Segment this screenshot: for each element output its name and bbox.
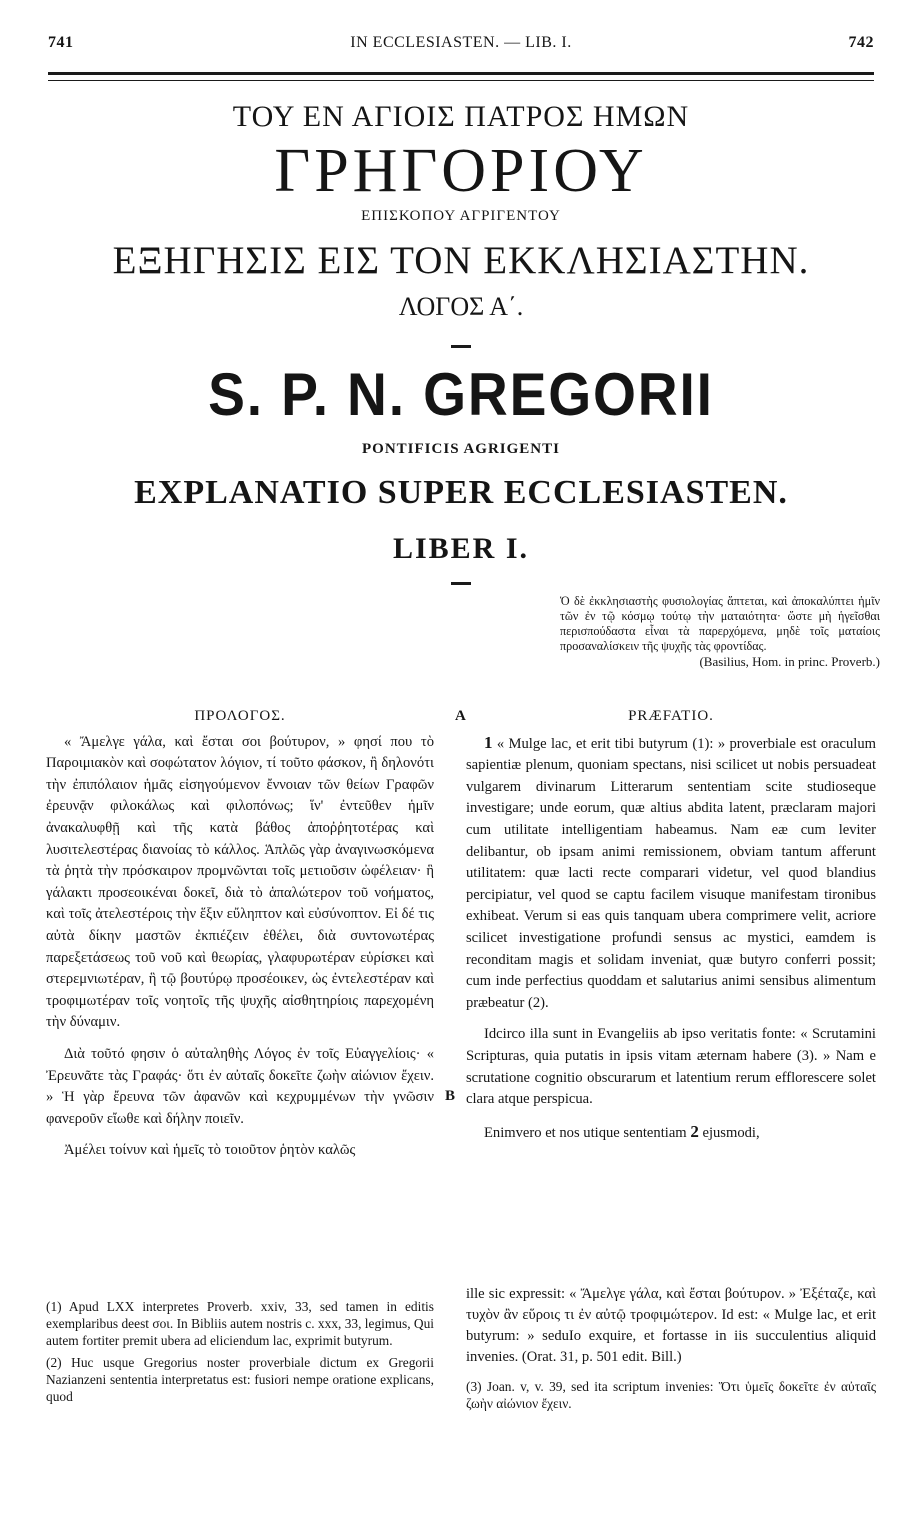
latin-title-name: S. P. N. GREGORII xyxy=(208,361,714,428)
greek-title-logos: ΛΟΓΟΣ Α΄. xyxy=(398,292,524,321)
epigraph-text: Ὁ δὲ ἐκκλησιαστὴς φυσιολογίας ἅπτεται, καὶ ἀποκαλύπτει ἡμῖν τῶν ἐν τῷ κόσμῳ τούτῳ τὴν ματαιότητα· ὥστε μὴ ἡγεῖσθαι περισπούδαστα εἶναι τὰ παρερχόμενα, μηδὲ τοῖς ματαίοις προσαναλίσκειν τῆς ψυχῆς τὰς φροντίδας. xyxy=(560,594,880,653)
greek-paragraph-1: « Ἄμελγε γάλα, καὶ ἔσται σοι βούτυρον, » φησί που τὸ Παροιμιακὸν καὶ σοφώτατον λόγιον, τί τοῦτο φάσκον, ἢ δηλονότι τὴν ἐπιπόλαιον ἡμᾶς εἰσηγούμενον ἔννοιαν τῶν θείων Γραφῶν ἐρευνᾷν φιλοκάλως καὶ φιλοπόνως; ἵν' ἐντεῦθεν ἡμῖν ἀνακαλυφθῇ καὶ τῆς κατὰ βάθος ἀποῤῥητοτέρας καὶ λυσιτελεστέρας διανοίας τὸ κάλλος. Ἁπλῶς γὰρ ἀναγινωσκόμενα τὰ ῥητὰ τὴν πρόσκαιρον προμνῶνται τοῖς μετιοῦσιν ὠφέλειαν· ἣ γάλακτι προσεοικέναι δοκεῖ, διὰ τὸ ἁπαλώτερον τοῦ νοήματος, καὶ τοῖς ἀτελεστέροις τὴν ἕξιν εὔληπτον καὶ εὐσύνοπτον. Εἰ δέ τις αὐτὰ δίκην μαστῶν ἐκπιέζειν ἐθέλει, διὰ συντονωτέρας παρεξετάσεως τοῦ νοῦ καὶ θεωρίας, γλαφυρωτέραν εὑρίσκει καὶ στερεμνιωτέραν, ἣ τῷ βουτύρῳ προσέοικεν, ὡς ἐντελεστέραν καὶ τροφιμωτέραν τοῖς νοητοῖς τῆς ψυχῆς αἰσθητηρίοις παρεχομένη τὴν δύναμιν. xyxy=(46,733,434,1031)
greek-paragraph-2: Διὰ τοῦτό φησιν ὁ αὐταληθὴς Λόγος ἐν τοῖς Εὐαγγελίοις· « Ἐρευνᾶτε τὰς Γραφάς· ὅτι ἐν αὐταῖς δοκεῖτε ζωὴν αἰώνιον ἔχειν. » Ἡ γὰρ ἔρευνα τῶν ἀφανῶν καὶ κεχρυμμένων τὴν γνῶσιν φανεροῦν εἴωθε καὶ δήλην ποιεῖν. xyxy=(46,1045,434,1127)
greek-title-episcopus: ΕΠΙΣΚΟΠΟΥ ΑΓΡΙΓΕΝΤΟΥ xyxy=(361,208,561,224)
latin-title-pontificis: PONTIFICIS AGRIGENTI xyxy=(362,441,560,457)
latin-paragraph-1-text: « Mulge lac, et erit tibi butyrum (1): » proverbiale est oraculum sapientiæ plenum, quoniam spectans, nisi scilicet ut nobis persuadeat vulgarem divinarum Litterarum sententiam scite studioseque investigare; unde eorum, quæ altius abdita latent, præclaram majori cum utilitate intelligentiam habeamus. Nam eæ cum leviter delibantur, ob ipsam animi remissionem, obviam tantum afferunt utilitatem: quæ lacti recte comparari videtur, vel quod blandius percipiatur, vel quod se captu facilem visuque manifestam tironibus exhibeat. Verum si eas quis tanquam ubera comprimere velit, acriore scilicet investigatione profundi sensus ac mystici, eamdem is reconditam magis et solidam inveniat, quæ butyro conferri possit; cum inde perfectius quoddam et salutarius animi sensibus alimentum præbeatur (2). xyxy=(466,735,876,1011)
praefatio-heading: PRÆFATIO. xyxy=(628,708,714,724)
greek-column xyxy=(46,706,434,1172)
footnote-1: (1) Apud LXX interpretes Proverb. xxiv, 33, sed tamen in editis exemplaribus deest σοι. In Bibliis autem nostris c. xxx, 33, legimus, Qui autem fortiter premit ubera ad eliciendum lac, exprimit butyrum. xyxy=(46,1299,434,1349)
footnotes-left xyxy=(46,1298,434,1409)
latin-column xyxy=(466,706,876,1154)
latin-paragraph-3-text: Enimvero et nos utique sententiam xyxy=(484,1124,687,1141)
running-head xyxy=(48,34,874,58)
footnotes-right xyxy=(466,1284,876,1416)
right-page-number: 742 xyxy=(848,34,874,51)
latin-title-explanatio: EXPLANATIO SUPER ECCLESIASTEN. xyxy=(134,474,788,511)
greek-title-exegesis: ΕΞΗΓΗΣΙΣ ΕΙΣ ΤΟΝ ΕΚΚΛΗΣΙΑΣΤΗΝ. xyxy=(112,239,810,282)
latin-paragraph-2: Idcirco illa sunt in Evangeliis ab ipso veritatis fonte: « Scrutamini Scripturas, quia putatis in ipsis vitam æternam habere (3). » Nam e scrutatione cognitio obscurarum et latentium rerum efflorescere solet clara atque perspicua. xyxy=(466,1026,876,1108)
latin-title-liber: LIBER I. xyxy=(392,532,530,565)
greek-paragraph-3: Ἀμέλει τοίνυν καὶ ἡμεῖς τὸ τοιοῦτον ῥητὸν καλῶς xyxy=(64,1142,356,1159)
greek-title-line1: ΤΟΥ ΕΝ ΑΓΙΟΙΣ ΠΑΤΡΟΣ ΗΜΩΝ xyxy=(232,100,690,133)
title-divider-dash xyxy=(451,345,471,348)
prologue-heading: ΠΡΟΛΟΓΟΣ. xyxy=(194,708,286,724)
footnote-2-continued: ille sic expressit: « Ἄμελγε γάλα, καὶ ἔσται βούτυρον. » Ἐξέταζε, καὶ τυχὸν ἂν εὕροις τι ἐν αὐτῷ τροφιμώτερον. Id est: « Mulge lac, et erit butyrum: » seduIo exquire, et fortasse in iis succulentius aliquid invenies. (Orat. 31, p. 501 edit. Bill.) xyxy=(466,1286,876,1365)
running-title: IN ECCLESIASTEN. — LIB. I. xyxy=(350,34,572,51)
epigraph xyxy=(560,594,880,669)
epigraph-citation: (Basilius, Hom. in princ. Proverb.) xyxy=(699,654,880,669)
liber-divider-dash xyxy=(451,582,471,585)
left-page-number: 741 xyxy=(48,34,74,51)
footnote-3: (3) Joan. v, v. 39, sed ita scriptum invenies: Ὅτι ὑμεῖς δοκεῖτε ἐν αὐταῖς ζωὴν αἰώνιον ἔχειν. xyxy=(466,1379,876,1412)
margin-marker-a: A xyxy=(455,708,466,724)
section-number-1: 1 xyxy=(484,732,493,752)
greek-title-name: ΓΡΗΓΟΡΙΟΥ xyxy=(274,137,648,205)
latin-paragraph-3-end: ejusmodi, xyxy=(702,1124,760,1141)
footnote-2: (2) Huc usque Gregorius noster proverbiale dictum ex Gregorii Nazianzeni sententia interpretatus est: fusiori nempe oratione explicans, quod xyxy=(46,1354,434,1405)
section-number-2: 2 xyxy=(690,1121,699,1141)
latin-paragraph-3 xyxy=(466,1121,876,1145)
latin-paragraph-1 xyxy=(466,732,876,1015)
margin-marker-b: B xyxy=(445,1088,456,1104)
header-rule xyxy=(48,72,874,81)
